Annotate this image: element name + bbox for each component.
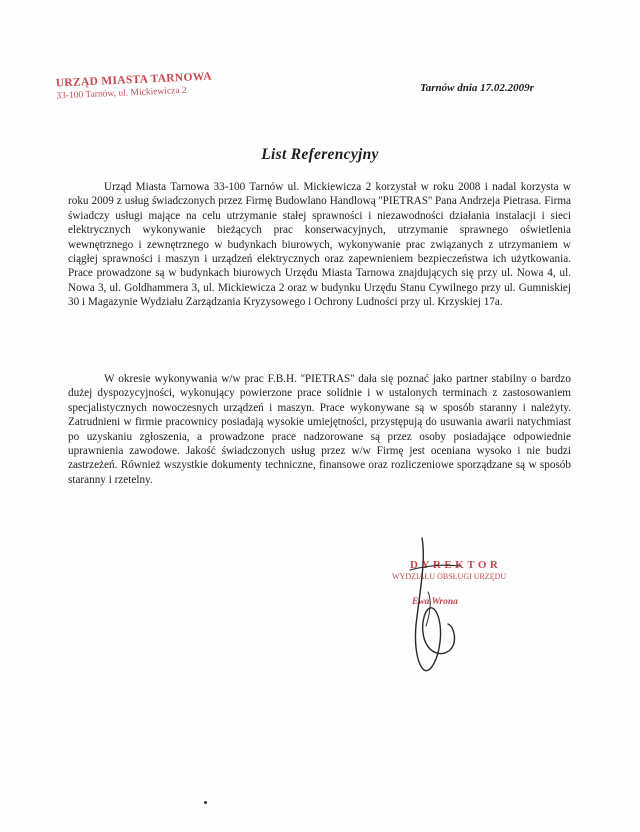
office-stamp xyxy=(56,71,217,102)
director-stamp-name: Ewa Wrona xyxy=(412,597,458,607)
director-stamp-title: DYREKTOR xyxy=(410,559,502,571)
paragraph-2 xyxy=(68,372,571,487)
director-stamp-department: WYDZIAŁU OBSŁUGI URZĘDU xyxy=(392,572,507,581)
scan-speck xyxy=(204,801,207,804)
stamp-office-address: 33-100 Tarnów, ul. Mickiewicza 2 xyxy=(56,85,187,102)
stamp-office-name: URZĄD MIASTA TARNOWA xyxy=(55,70,213,90)
paragraph-1 xyxy=(68,180,571,310)
document-title: List Referencyjny xyxy=(261,146,379,163)
handwritten-signature-icon xyxy=(380,530,490,680)
paragraph-2-text: W okresie wykonywania w/w prac F.B.H. ''PIETRAS'' dała się poznać jako partner stabilny o bardzo dużej dyspozycyjności, wykonujący powierzone prace solidnie i w ustalonych terminach z zastosowaniem specjalistycznych nowoczesnych urządzeń i maszyn. Prace wykonywane są w sposób staranny i należyty. Zatrudnieni w firmie pracownicy posiadają wysokie umiejętności, przystępują do usuwania awarii natychmiast po uzyskaniu zgłoszenia, a prowadzone prace nadzorowane są przez osoby posiadające odpowiednie uprawnienia zawodowe. Jakość świadczonych usług przez w/w Firmę jest oceniana wysoko i nie budzi zastrzeżeń. Również wszystkie dokumenty techniczne, finansowe oraz rozliczeniowe sporządzane są w sposób staranny i rzetelny. xyxy=(68,373,571,486)
paragraph-1-text: Urząd Miasta Tarnowa 33-100 Tarnów ul. Mickiewicza 2 korzystał w roku 2008 i nadal korzysta w roku 2009 z usług świadczonych przez Firmę Budowlano Handlową ''PIETRAS'' Pana Andrzeja Pietrasa. Firma świadczy usługi mające na celu utrzymanie stałej sprawności i niezawodności działania instalacji i sieci elektrycznych wykonywanie bieżących prac konserwacyjnych, utrzymanie sprawnego oświetlenia wewnętrznego i zewnętrznego w budynkach biurowych, wykonywanie prac związanych z utrzymaniem w ciągłej sprawności i maszyn i urządzeń elektrycznych oraz zapewnieniem bezpieczeństwa ich użytkowania. Prace prowadzone są w budynkach biurowych Urzędu Miasta Tarnowa znajdujących się przy ul. Nowa 4, ul. Nowa 3, ul. Goldhammera 3, ul. Mickiewicza 2 oraz w budynku Urzędu Stanu Cywilnego przy ul. Gumniskiej 30 i Magazynie Wydziału Zarządzania Kryzysowego i Ochrony Ludności przy ul. Krzyskiej 17a. xyxy=(68,181,571,309)
document-date: Tarnów dnia 17.02.2009r xyxy=(420,82,534,94)
